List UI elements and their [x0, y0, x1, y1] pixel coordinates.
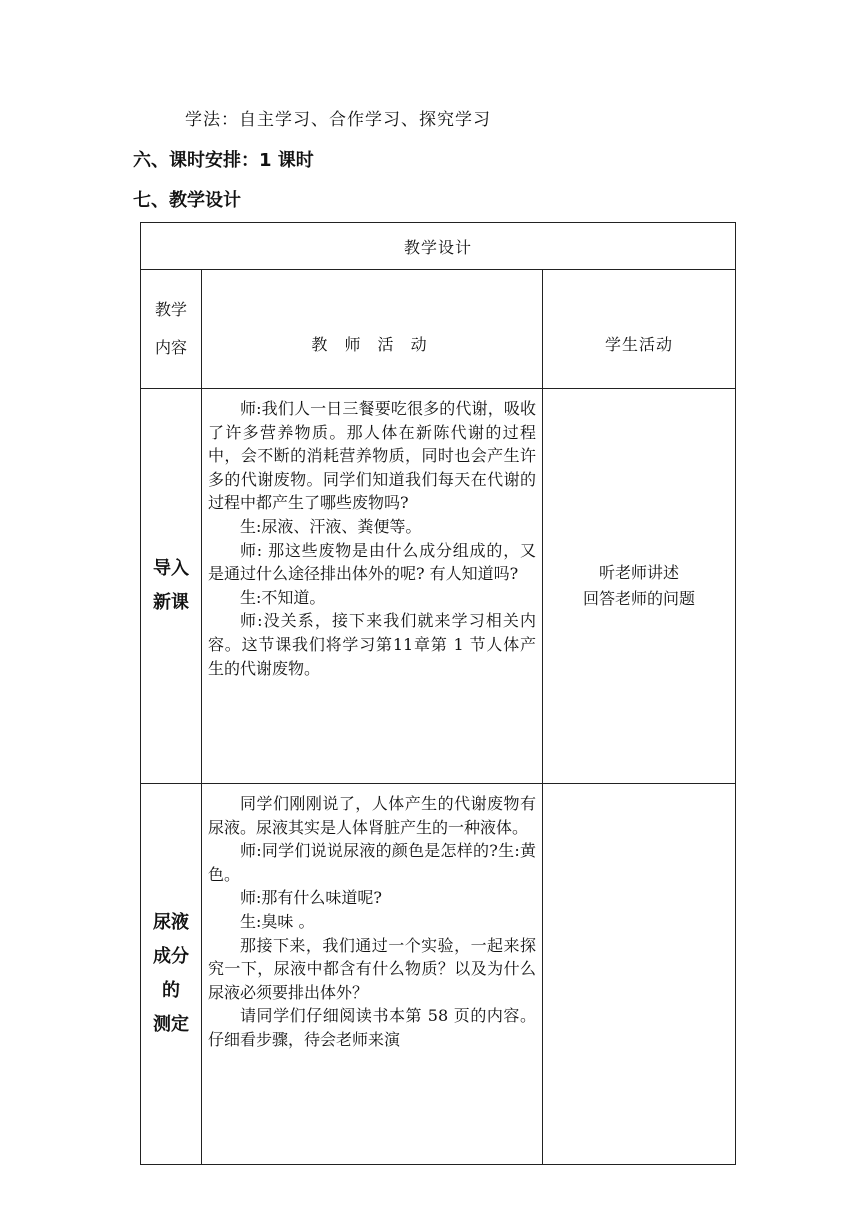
table-row — [141, 389, 736, 784]
row-label-line: 尿液 — [153, 912, 189, 933]
teacher-paragraph: 师:同学们说说尿液的颜色是怎样的?生:黄色。 — [208, 841, 536, 884]
student-activity-cell — [543, 389, 736, 784]
teacher-paragraph: 师:我们人一日三餐要吃很多的代谢，吸收了许多营养物质。那人体在新陈代谢的过程中，会不断的消耗营养物质，同时也会产生许多的代谢废物。同学们知道我们每天在代谢的过程中都产生了哪些废物吗? — [208, 399, 536, 513]
header-student-activity: 学生活动 — [543, 270, 736, 389]
section-heading-design: 七、教学设计 — [133, 190, 241, 211]
table-row — [141, 784, 736, 1165]
teacher-paragraph: 生:尿液、汗液、粪便等。 — [240, 516, 422, 536]
study-method-line: 学法：自主学习、合作学习、探究学习 — [185, 110, 491, 130]
teacher-paragraph: 师:那有什么味道呢? — [240, 888, 382, 908]
header-content-cell — [141, 270, 202, 389]
student-activity-line: 回答老师的问题 — [583, 589, 696, 608]
row-label-urine — [141, 784, 202, 1165]
teacher-paragraph: 师: 那这些废物是由什么成分组成的，又是通过什么途径排出体外的呢? 有人知道吗? — [208, 540, 536, 584]
teacher-activity-cell — [202, 389, 543, 784]
teacher-paragraph: 那接下来，我们通过一个实验，一起来探究一下，尿液中都含有什么物质？以及为什么尿液必须要排出体外？ — [208, 935, 536, 1002]
header-teacher-activity: 教 师 活 动 — [202, 270, 543, 389]
teacher-activity-cell — [202, 784, 543, 1165]
row-label-line: 的 — [162, 980, 180, 1001]
student-activity-cell-empty — [543, 784, 736, 1165]
table-title: 教学设计 — [141, 223, 736, 270]
teacher-paragraph: 生:臭味 。 — [240, 911, 315, 931]
row-label-intro — [141, 389, 202, 784]
row-label-line: 成分 — [153, 946, 189, 967]
header-content-line: 内容 — [154, 338, 187, 357]
row-label-line: 导入 — [153, 558, 189, 579]
teacher-paragraph: 请同学们仔细阅读书本第 58 页的内容。仔细看步骤，待会老师来演 — [208, 1006, 536, 1049]
teacher-paragraph: 生:不知道。 — [240, 587, 326, 607]
header-content-line: 教学 — [154, 300, 187, 319]
student-activity-line: 听老师讲述 — [599, 563, 680, 582]
row-label-line: 新课 — [153, 592, 189, 613]
teaching-design-table — [140, 222, 736, 1165]
row-label-line: 测定 — [153, 1014, 189, 1035]
teacher-paragraph: 师:没关系，接下来我们就来学习相关内容。这节课我们将学习第11章第 1 节人体产生的代谢废物。 — [208, 611, 536, 678]
teacher-paragraph: 同学们刚刚说了，人体产生的代谢废物有尿液。尿液其实是人体肾脏产生的一种液体。 — [208, 794, 536, 837]
section-heading-schedule: 六、课时安排：1 课时 — [133, 150, 314, 171]
